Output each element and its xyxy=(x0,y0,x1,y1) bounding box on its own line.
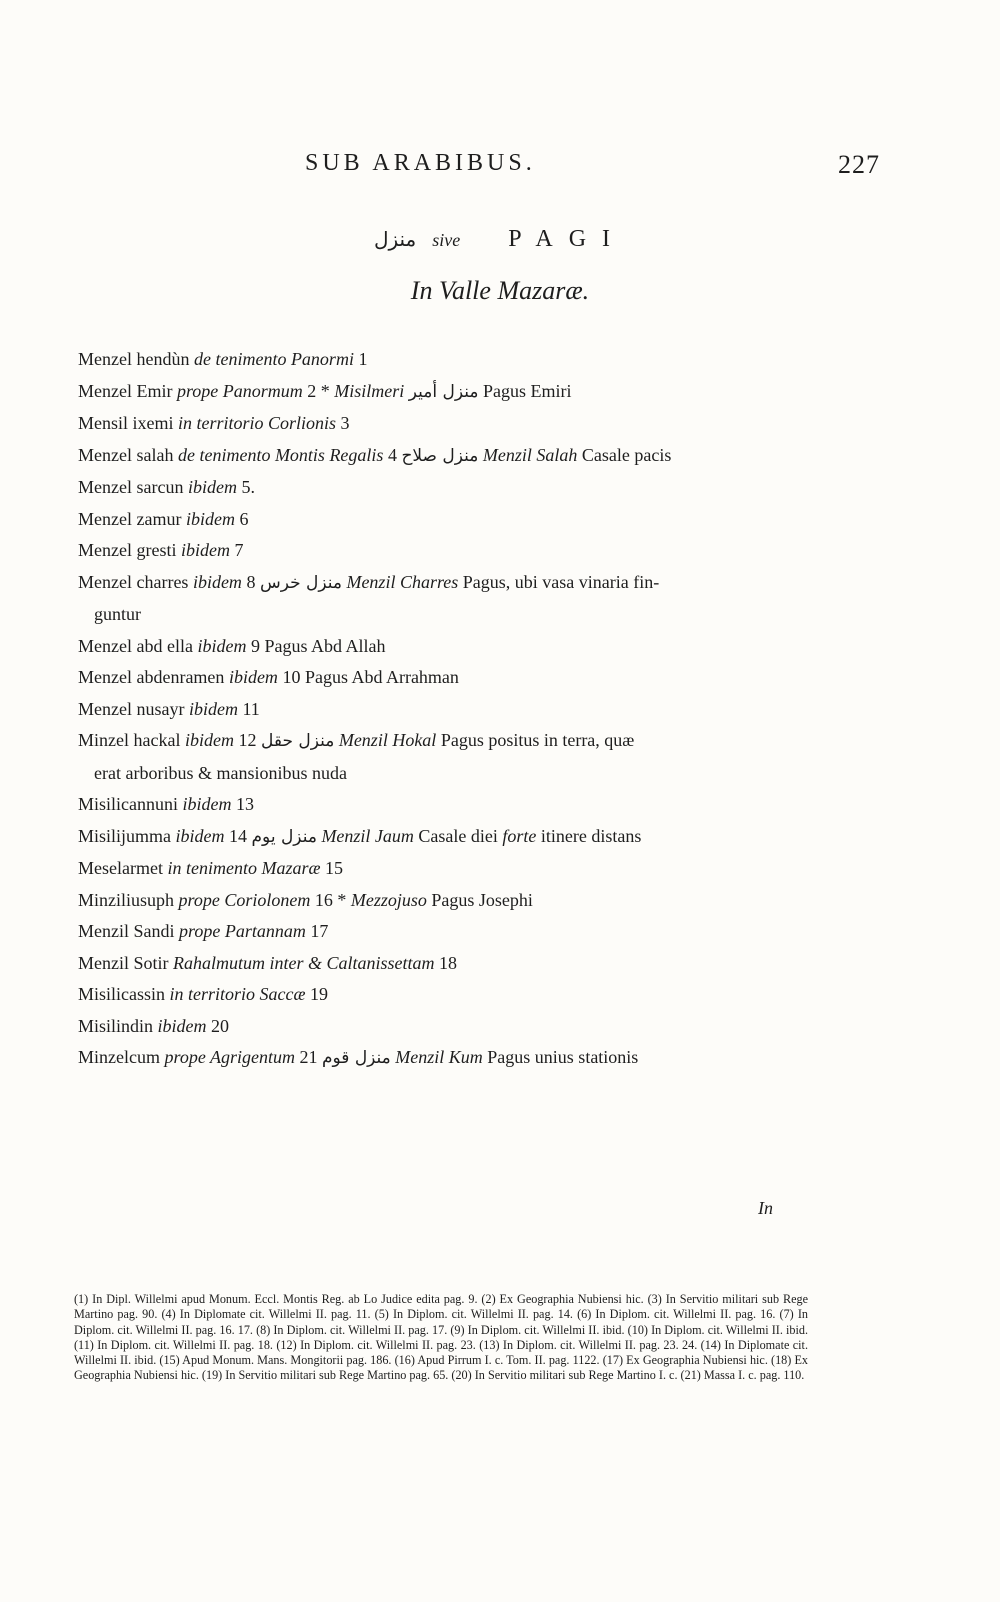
location-note: ibidem xyxy=(197,635,247,656)
entry-number: 2 * xyxy=(302,380,335,401)
meaning: Pagus, ubi vasa vinaria fin- xyxy=(458,571,660,592)
location-note: in territorio Saccæ xyxy=(169,984,306,1004)
page-number: 227 xyxy=(838,150,880,179)
entry-line xyxy=(78,662,938,694)
transliteration: Menzil Hokal xyxy=(338,730,437,750)
location-note: ibidem xyxy=(184,730,234,750)
meaning: Casale pacis xyxy=(577,444,672,465)
place-name: Minzelcum xyxy=(78,1047,165,1067)
meaning: Pagus Emiri xyxy=(478,380,572,401)
transliteration: Menzil Charres xyxy=(346,571,459,592)
entry-line xyxy=(78,821,938,854)
location-note: de tenimento Montis Regalis xyxy=(177,444,384,465)
meaning: Pagus unius stationis xyxy=(482,1047,639,1067)
entry-number: 18 xyxy=(434,952,458,973)
place-name: Menzel abd ella xyxy=(78,635,198,656)
location-note: de tenimento Panormi xyxy=(193,349,354,369)
entry-line xyxy=(78,504,938,536)
entry-number: 13 xyxy=(231,794,254,814)
location-note: ibidem xyxy=(187,477,237,497)
entry-line xyxy=(78,916,938,948)
arabic-name: منزل أمير xyxy=(408,381,479,402)
meaning: Casale diei xyxy=(413,825,503,846)
transliteration: Mezzojuso xyxy=(350,889,427,910)
section-subtitle: In Valle Mazaræ. xyxy=(410,276,590,305)
arabic-name: منزل حقل xyxy=(260,731,335,751)
entry-number: 11 xyxy=(237,698,260,719)
transliteration: Misilmeri xyxy=(334,380,405,401)
arabic-title: منزل xyxy=(373,227,417,251)
location-note: Rahalmutum inter & Caltanissettam xyxy=(173,952,435,973)
transliteration: Menzil Salah xyxy=(482,444,578,465)
transliteration: Menzil Jaum xyxy=(321,825,414,846)
entry-number: 17 xyxy=(305,921,329,941)
entry-line xyxy=(78,535,938,567)
place-name: Misilindin xyxy=(78,1015,158,1036)
meaning-tail: itinere distans xyxy=(536,825,642,846)
place-name: Menzel gresti xyxy=(78,540,181,560)
catchword: In xyxy=(758,1198,773,1218)
place-name: Menzel nusayr xyxy=(78,698,189,719)
place-name: guntur xyxy=(94,604,141,624)
place-name: Menzel zamur xyxy=(78,508,186,529)
arabic-name: منزل يوم xyxy=(251,826,317,847)
location-note: ibidem xyxy=(188,698,238,719)
entry-continuation xyxy=(78,758,938,790)
location-note: ibidem xyxy=(175,825,225,846)
place-name: Misilijumma xyxy=(78,825,176,846)
place-name: Misilicassin xyxy=(78,984,170,1004)
entry-continuation xyxy=(78,599,938,631)
entry-number: 19 xyxy=(305,984,329,1004)
entry-number: 20 xyxy=(206,1015,230,1036)
footnotes: (1) In Dipl. Willelmi apud Monum. Eccl. Montis Reg. ab Lo Judice edita pag. 9. (2) Ex Geographia Nubiensi hic. (3) In Servitio militari sub Rege Martino pag. 90. (4) In Diplomate cit. Willelmi II. pag. 11. (5) In Diplom. cit. Willelmi II. pag. 14. (6) In Diplom. cit. Willelmi II. pag. 16. (7) In Diplom. cit. Willelmi II. pag. 16. 17. (8) In Diplom. cit. Willelmi II. pag. 17. (9) In Diplom. cit. Willelmi II. ibid. (10) In Diplom. cit. Willelmi II. ibid. (11) In Diplom. cit. Willelmi II. pag. 18. (12) In Diplom. cit. Willelmi II. pag. 23. (13) In Diplom. cit. Willelmi II. pag. 23. 24. (14) In Diplomate cit. Willelmi II. ibid. (15) Apud Monum. Mans. Mongitorii pag. 186. (16) Apud Pirrum I. c. Tom. II. pag. 1122. (17) Ex Geographia Nubiensi hic. (18) Ex Geographia Nubiensi hic. (19) In Servitio militari sub Rege Martino pag. 65. (20) In Servitio militari sub Rege Martino I. c. (21) Massa I. c. pag. 110. xyxy=(74,1292,808,1383)
entry-line xyxy=(78,725,938,758)
entry-line xyxy=(78,1042,938,1075)
entry-line xyxy=(78,567,938,600)
meaning-italic: forte xyxy=(502,825,537,846)
entry-number: 7 xyxy=(229,540,244,560)
entry-line xyxy=(78,979,938,1011)
entry-number: 9 Pagus Abd Allah xyxy=(246,635,386,656)
location-note: prope Agrigentum xyxy=(164,1047,295,1067)
location-note: ibidem xyxy=(157,1015,207,1036)
place-name: Minziliusuph xyxy=(78,889,179,910)
entry-line xyxy=(78,376,938,409)
entry-number: 10 Pagus Abd Arrahman xyxy=(277,667,459,687)
arabic-name: منزل خرس xyxy=(259,572,342,593)
section-title xyxy=(0,226,1000,253)
meaning: Pagus positus in terra, quæ xyxy=(436,730,635,750)
location-note: ibidem xyxy=(185,508,235,529)
title-pagi: PAGI xyxy=(508,226,627,252)
location-note: ibidem xyxy=(228,667,278,687)
entry-number: 5. xyxy=(236,477,255,497)
page-header xyxy=(0,150,1000,190)
place-name: Menzel salah xyxy=(78,444,178,465)
location-note: ibidem xyxy=(180,540,230,560)
entry-line xyxy=(78,408,938,440)
entry-line xyxy=(78,694,938,726)
title-sive: sive xyxy=(432,230,461,250)
location-note: ibidem xyxy=(182,794,232,814)
entry-line xyxy=(78,885,938,917)
entry-line xyxy=(78,1011,938,1043)
entry-line xyxy=(78,472,938,504)
entry-line xyxy=(78,789,938,821)
place-name: Menzel sarcun xyxy=(78,477,188,497)
entry-number: 21 xyxy=(294,1047,322,1067)
entry-number: 8 xyxy=(241,571,260,592)
place-name: Minzel hackal xyxy=(78,730,185,750)
entry-list xyxy=(78,344,938,1075)
location-note: prope Partannam xyxy=(179,921,306,941)
location-note: in territorio Corlionis xyxy=(178,413,337,433)
place-name: Menzel charres xyxy=(78,571,193,592)
arabic-name: منزل قوم xyxy=(321,1048,391,1068)
place-name: Menzel hendùn xyxy=(78,349,194,369)
place-name: Mensil ixemi xyxy=(78,413,178,433)
entry-number: 15 xyxy=(320,858,343,878)
entry-line xyxy=(78,631,938,663)
place-name: Menzel Emir xyxy=(78,380,177,401)
entry-number: 16 * xyxy=(310,889,351,910)
transliteration: Menzil Kum xyxy=(395,1047,483,1067)
entry-number: 1 xyxy=(353,349,368,369)
place-name: Menzel abdenramen xyxy=(78,667,229,687)
location-note: prope Panormum xyxy=(176,380,303,401)
place-name: Misilicannuni xyxy=(78,794,183,814)
place-name: Menzil Sotir xyxy=(78,952,173,973)
place-name: Meselarmet xyxy=(78,858,168,878)
running-head: SUB ARABIBUS. xyxy=(305,150,536,176)
entry-line xyxy=(78,440,938,473)
location-note: ibidem xyxy=(192,571,242,592)
entry-number: 4 xyxy=(383,444,402,465)
place-name: erat arboribus & mansionibus nuda xyxy=(94,762,347,783)
arabic-name: منزل صلاح xyxy=(401,445,479,466)
location-note: in tenimento Mazaræ xyxy=(167,858,321,878)
place-name: Menzil Sandi xyxy=(78,921,179,941)
entry-line xyxy=(78,948,938,980)
entry-number: 14 xyxy=(224,825,252,846)
location-note: prope Coriolonem xyxy=(178,889,311,910)
entry-number: 3 xyxy=(336,413,350,433)
entry-number: 12 xyxy=(233,730,261,750)
entry-line xyxy=(78,344,938,376)
entry-number: 6 xyxy=(234,508,249,529)
meaning: Pagus Josephi xyxy=(426,889,533,910)
entry-line xyxy=(78,853,938,885)
